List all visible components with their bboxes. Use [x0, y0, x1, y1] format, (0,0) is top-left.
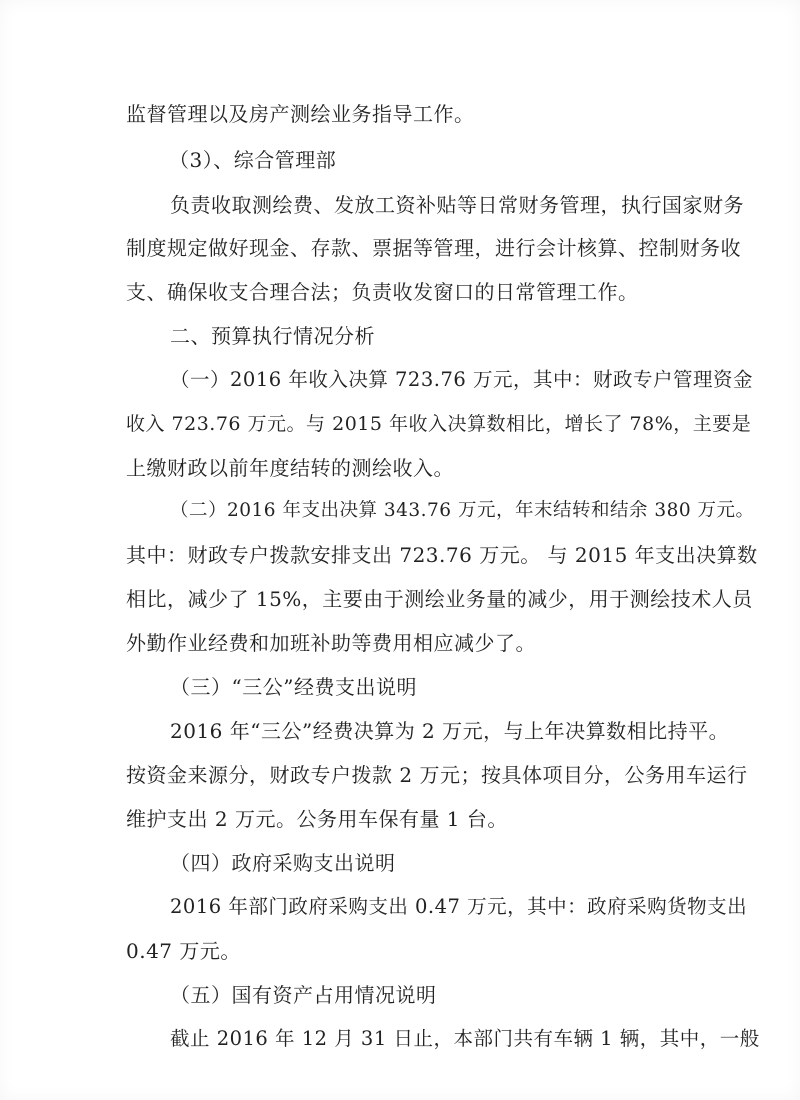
text-line: 收入 723.76 万元。与 2015 年收入决算数相比，增长了 78%，主要是: [126, 413, 752, 435]
section-heading: （五）国有资产占用情况说明: [170, 983, 437, 1007]
text-line: 负责收取测绘费、发放工资补贴等日常财务管理，执行国家财务: [170, 193, 744, 217]
text-line: 2016 年“三公”经费决算为 2 万元，与上年决算数相比持平。: [170, 719, 730, 743]
text-line: （二）2016 年支出决算 343.76 万元，年末结转和结余 380 万元。: [170, 500, 755, 521]
text-line: 按资金来源分，财政专户拨款 2 万元；按具体项目分，公务用车运行: [126, 763, 748, 787]
text-line: 2016 年部门政府采购支出 0.47 万元，其中：政府采购货物支出: [170, 895, 748, 918]
text-line: 维护支出 2 万元。公务用车保有量 1 台。: [126, 807, 508, 831]
section-heading: 二、预算执行情况分析: [170, 324, 375, 348]
section-heading: （3）、综合管理部: [169, 148, 337, 172]
section-heading: （三）“三公”经费支出说明: [170, 675, 417, 699]
text-line: 支、确保收支合理合法；负责收发窗口的日常管理工作。: [126, 280, 639, 304]
text-line: 0.47 万元。: [126, 939, 241, 963]
text-line: （一）2016 年收入决算 723.76 万元，其中：财政专户管理资金: [170, 368, 753, 391]
section-heading: （四）政府采购支出说明: [170, 851, 396, 875]
text-line: 相比，减少了 15%，主要由于测绘业务量的减少，用于测绘技术人员: [126, 587, 753, 611]
text-line: 制度规定做好现金、存款、票据等管理，进行会计核算、控制财务收: [126, 236, 741, 260]
text-line: 截止 2016 年 12 月 31 日止，本部门共有车辆 1 辆，其中，一般: [170, 1027, 760, 1050]
text-line: 上缴财政以前年度结转的测绘收入。: [126, 456, 454, 480]
text-line: 外勤作业经费和加班补助等费用相应减少了。: [126, 631, 536, 655]
text-line: 监督管理以及房产测绘业务指导工作。: [126, 102, 475, 126]
text-line: 其中：财政专户拨款安排支出 723.76 万元。 与 2015 年支出决算数: [126, 543, 758, 567]
